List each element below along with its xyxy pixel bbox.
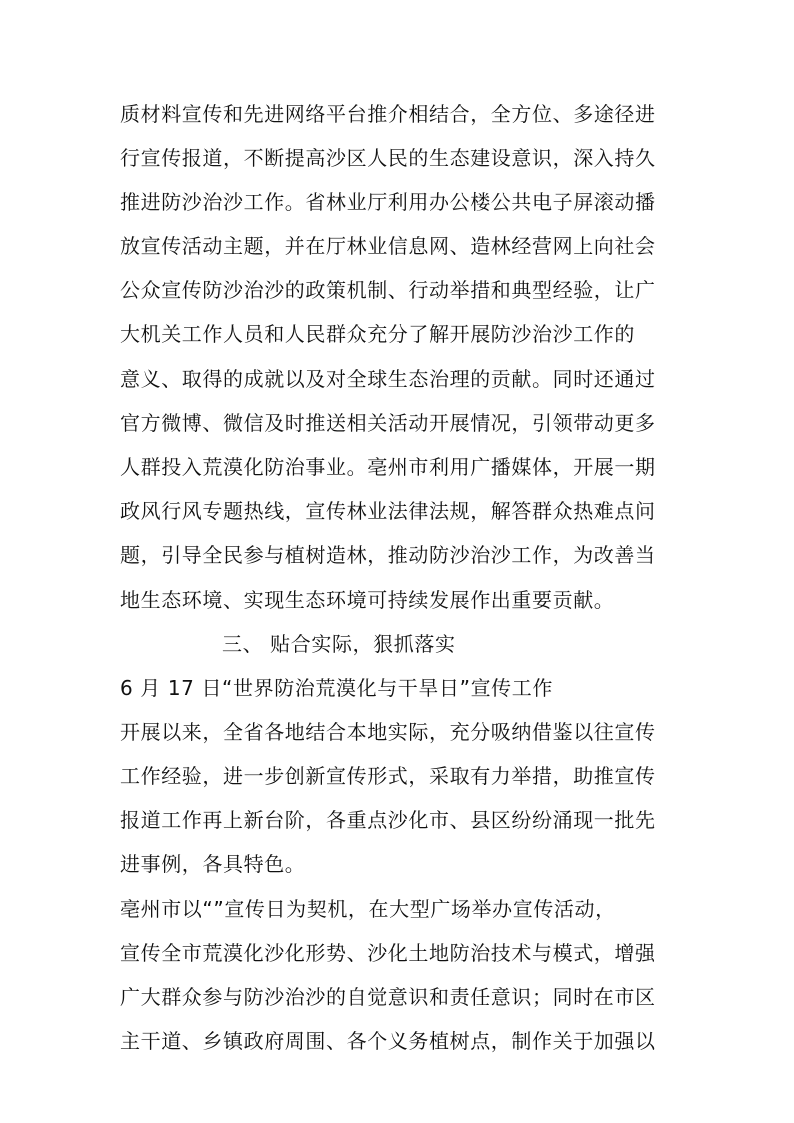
text-line: 亳州市以“”宣传日为契机，在大型广场举办宣传活动，	[120, 897, 616, 921]
text-line: 人群投入荒漠化防治事业。亳州市利用广播媒体，开展一期	[120, 455, 656, 479]
text-line: 公众宣传防沙治沙的政策机制、行动举措和典型经验，让广	[120, 278, 656, 302]
text-line: 报道工作再上新台阶，各重点沙化市、县区纷纷涌现一批先	[120, 808, 656, 832]
text-line: 行宣传报道，不断提高沙区人民的生态建设意识，深入持久	[120, 146, 656, 170]
text-line: 官方微博、微信及时推送相关活动开展情况，引领带动更多	[120, 411, 656, 435]
text-line: 放宣传活动主题，并在厅林业信息网、造林经营网上向社会	[120, 234, 656, 258]
text-line: 宣传全市荒漠化沙化形势、沙化土地防治技术与模式，增强	[120, 941, 656, 965]
section-heading: 三、 贴合实际，狠抓落实	[222, 632, 456, 656]
text-line: 6 月 17 日“世界防治荒漠化与干旱日”宣传工作	[120, 676, 553, 700]
text-line: 政风行风专题热线，宣传林业法律法规，解答群众热难点问	[120, 499, 656, 523]
text-line: 意义、取得的成就以及对全球生态治理的贡献。同时还通过	[120, 367, 656, 391]
text-line: 进事例，各具特色。	[120, 852, 306, 876]
text-line: 广大群众参与防沙治沙的自觉意识和责任意识；同时在市区	[120, 985, 656, 1009]
text-line: 地生态环境、实现生态环境可持续发展作出重要贡献。	[120, 588, 615, 612]
text-line: 主干道、乡镇政府周围、各个义务植树点，制作关于加强以	[120, 1029, 656, 1053]
text-line: 开展以来，全省各地结合本地实际，充分吸纳借鉴以往宣传	[120, 720, 656, 744]
text-line: 推进防沙治沙工作。省林业厅利用办公楼公共电子屏滚动播	[120, 190, 656, 214]
text-line: 大机关工作人员和人民群众充分了解开展防沙治沙工作的	[120, 322, 635, 346]
text-line: 质材料宣传和先进网络平台推介相结合，全方位、多途径进	[120, 102, 656, 126]
text-line: 工作经验，进一步创新宣传形式，采取有力举措，助推宣传	[120, 764, 656, 788]
text-line: 题，引导全民参与植树造林，推动防沙治沙工作，为改善当	[120, 543, 656, 567]
